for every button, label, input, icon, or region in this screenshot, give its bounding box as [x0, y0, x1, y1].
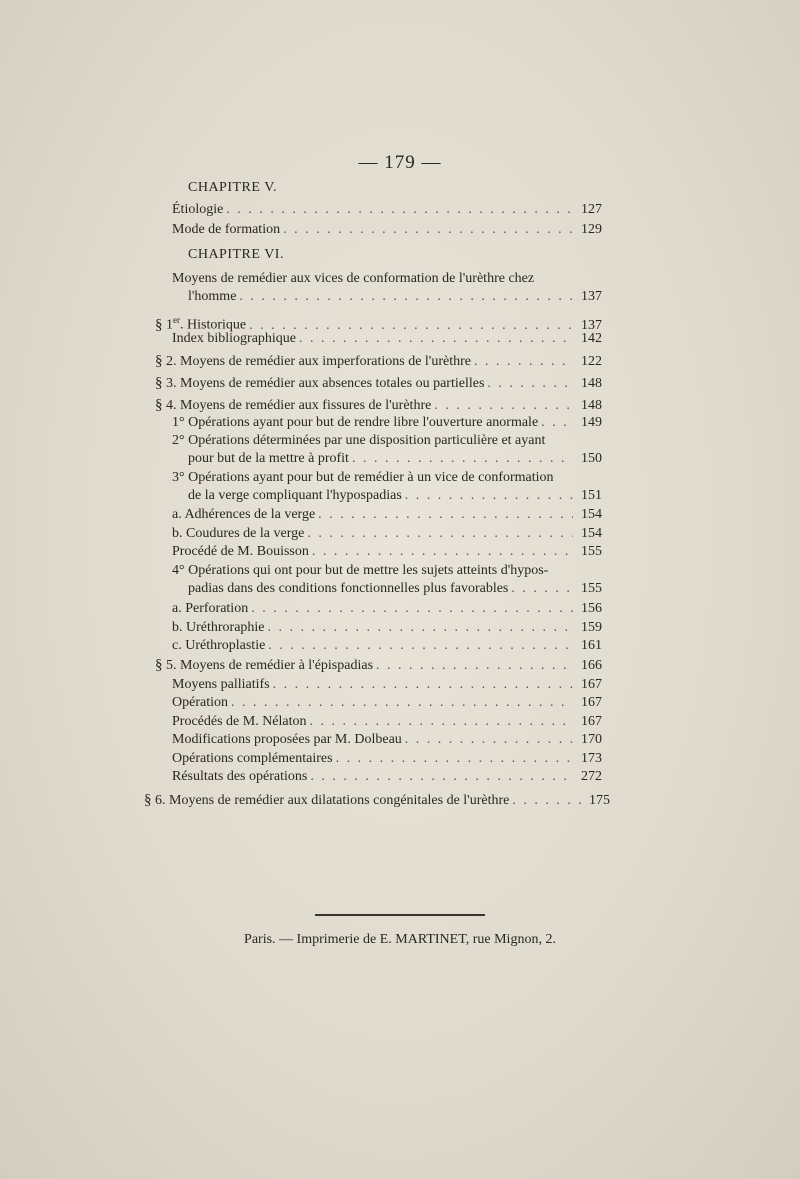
toc-entry: Étiologie . . . 127 [172, 201, 602, 219]
toc-entry: § 6. Moyens de remédier aux dilatations congénitales de l'urèthre . . . 175 [144, 791, 610, 810]
toc-entry: 3° Opérations ayant pour but de remédier à un vice de conformation de la verge compliquant l'hypospadias . . . 151 [172, 469, 602, 505]
chapter-vi-heading: CHAPITRE VI. [188, 247, 284, 262]
toc-entry: § 1er. Historique . . . 137 [155, 311, 602, 335]
toc-entry: 2° Opérations déterminées par une disposition particulière et ayant pour but de la mettre à profit . . . 150 [172, 432, 602, 468]
toc-entry: c. Uréthroplastie . . . 161 [172, 637, 602, 655]
toc-entry: Procédé de M. Bouisson . . . 155 [172, 543, 602, 561]
toc-entry: Moyens palliatifs . . . 167 [172, 676, 602, 694]
printer-imprint: Paris. — Imprimerie de E. MARTINET, rue Mignon, 2. [244, 932, 556, 947]
footer-rule [315, 914, 485, 916]
toc-entry: Résultats des opérations . . . 272 [172, 768, 602, 786]
toc-entry: Index bibliographique . . . 142 [172, 330, 602, 348]
toc-entry: Opérations complémentaires . . . 173 [172, 750, 602, 768]
toc-entry: § 4. Moyens de remédier aux fissures de l'urèthre . . . 148 [155, 396, 602, 415]
toc-entry: Moyens de remédier aux vices de conformation de l'urèthre chez l'homme . . . 137 [172, 270, 602, 306]
page-number: — 179 — [358, 152, 442, 173]
toc-entry: Procédés de M. Nélaton . . . 167 [172, 713, 602, 731]
toc-entry: § 3. Moyens de remédier aux absences totales ou partielles . . . 148 [155, 374, 602, 393]
toc-entry: b. Coudures de la verge . . . 154 [172, 525, 602, 543]
toc-entry: § 2. Moyens de remédier aux imperforations de l'urèthre . . . 122 [155, 352, 602, 371]
toc-entry: a. Perforation . . . 156 [172, 600, 602, 618]
chapter-v-heading: CHAPITRE V. [188, 180, 278, 195]
toc-entry: Modifications proposées par M. Dolbeau . . . 170 [172, 731, 602, 749]
toc-entry: Opération . . . 167 [172, 694, 602, 712]
toc-entry: a. Adhérences de la verge . . . 154 [172, 506, 602, 524]
toc-entry: b. Uréthroraphie . . . 159 [172, 619, 602, 637]
toc-entry: § 5. Moyens de remédier à l'épispadias . . . 166 [155, 656, 602, 675]
toc-entry: 1° Opérations ayant pour but de rendre libre l'ouverture anormale . . . 149 [172, 414, 602, 432]
toc-entry: 4° Opérations qui ont pour but de mettre les sujets atteints d'hypos- padias dans des conditions fonctionnelles plus favorables . . . 155 [172, 562, 602, 598]
toc-entry: Mode de formation . . . 129 [172, 221, 602, 239]
